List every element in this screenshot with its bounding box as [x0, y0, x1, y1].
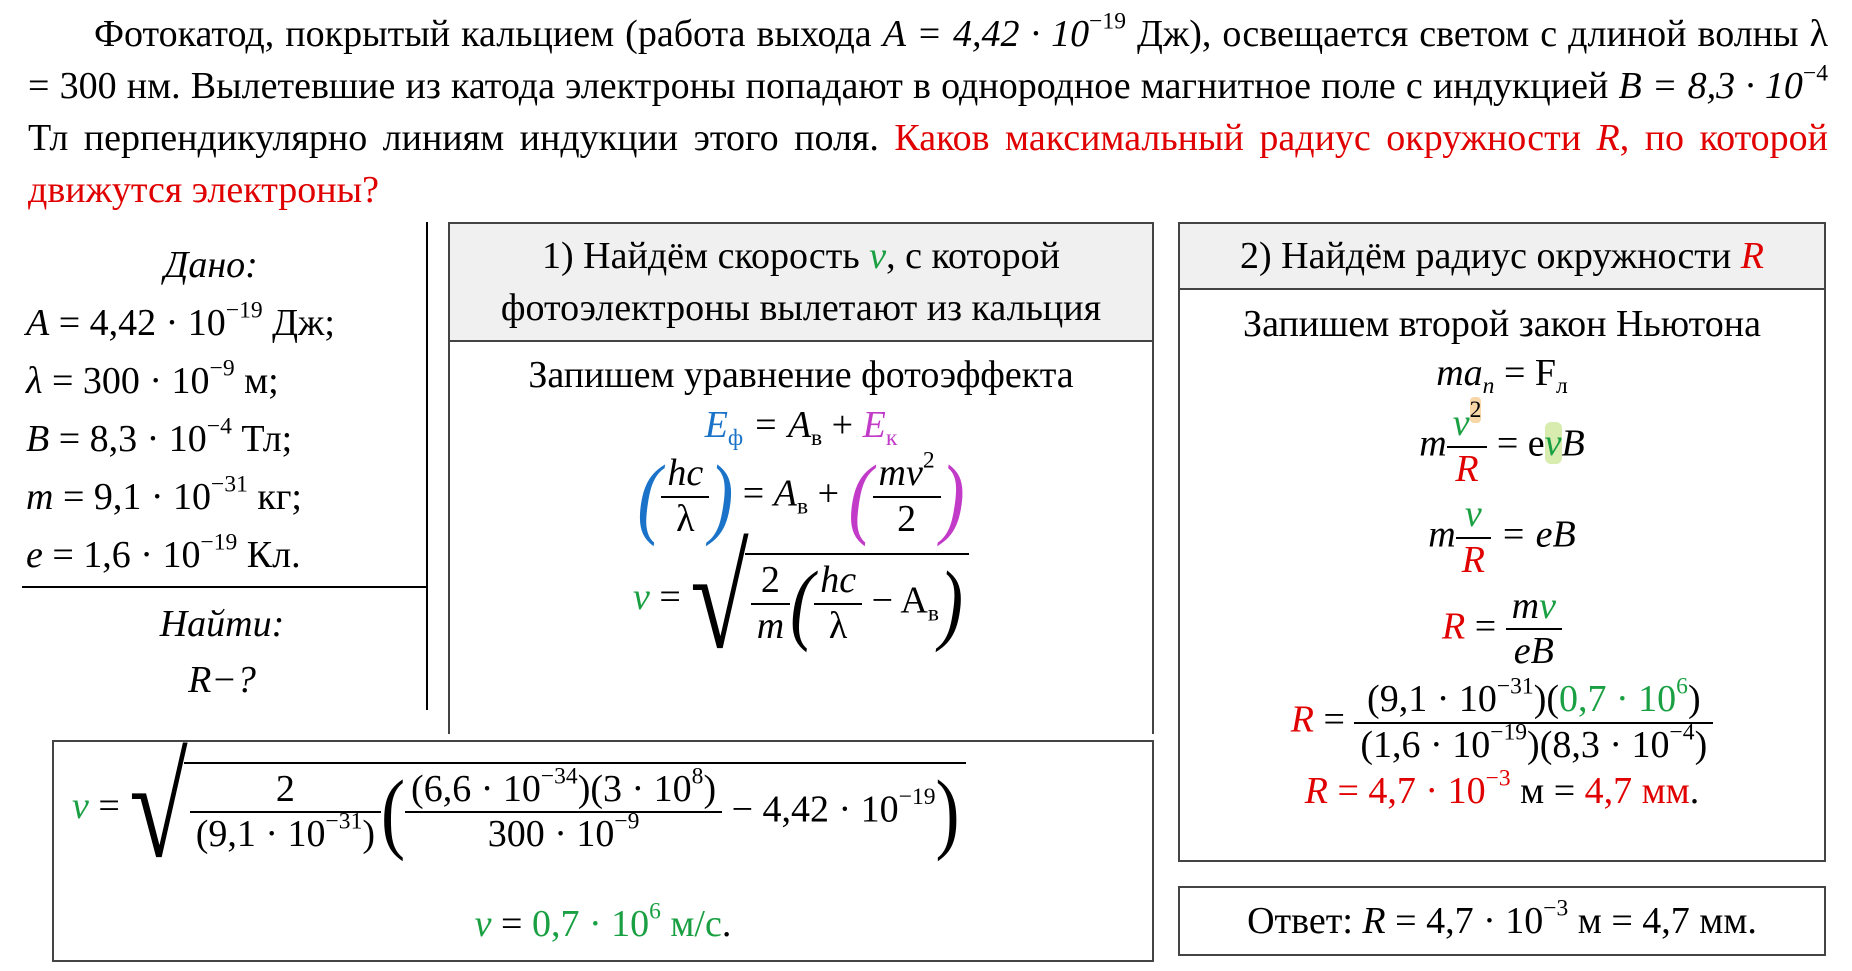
problem-statement: Фотокатод, покрытый кальцием (работа выхода $A = 4,42 \cdot 10^{-19}$ Дж), освещается светом с длиной волны λ = 300 нм. Вылетевшие из катода электроны попадают в однородное магнитное поле с индукцией $B = 8,3 \cdot 10^{-4}$ Тл перпендикулярно линиям индукции этого поля. Каков максимальный радиус окружности R, по которой движутся электроны? — [28, 8, 1829, 211]
velocity-substitution: v = √ $\frac{2}{(9,1 \cdot 10^{-31})}$ ( $\frac{(6,6 \cdot 10^{-34})(3 \cdot 10^8)}{300 \cdot 10^{-9}}$ − $4,42 \cdot 10^{-19}$) — [72, 756, 966, 862]
force-balance-1: m $\frac{v^2}{R}$ = evB — [1419, 397, 1585, 490]
find-value: R−? — [188, 659, 256, 701]
given-item: $A = 4,42 \cdot 10^{-19}$ Дж; — [26, 297, 335, 344]
step1-intro: Запишем уравнение фотоэффекта — [528, 354, 1074, 396]
velocity-calc-box — [52, 729, 1154, 962]
force-balance-2: m $\frac{v}{R}$ = eB — [1428, 493, 1576, 582]
given-block — [26, 236, 426, 584]
given-item: $m = 9,1 \cdot 10^{-31}$ кг; — [26, 471, 302, 518]
velocity-formula: v = √ $\frac{2}{m}$ ( $\frac{hc}{\lambda}$ − $A_в$) — [450, 547, 1152, 653]
given-item: $e = 1,6 \cdot 10^{-19}$ Кл. — [26, 529, 301, 576]
velocity-result: $v = 0,7 \cdot 10^6$ м/с. — [474, 898, 732, 945]
question-text: Каков максимальный радиус окружности R, по которой движутся электроны? — [28, 117, 1829, 211]
given-item: $B = 8,3 \cdot 10^{-4}$ Тл; — [26, 413, 293, 460]
step2-intro: Запишем второй закон Ньютона — [1243, 303, 1761, 345]
find-title: Найти: — [159, 603, 285, 645]
divider — [426, 222, 428, 710]
step1-header: 1) Найдём скорость v, с которой фотоэлектроны вылетают из кальция — [450, 224, 1152, 342]
divider — [22, 586, 428, 588]
answer-box: Ответ: $R = 4,7 \cdot 10^{-3}$ м = 4,7 мм. — [1178, 886, 1826, 956]
step2-box — [1178, 222, 1826, 862]
newton-law: $ma_n = F_л$ — [1436, 352, 1568, 400]
radius-substitution: R = $\frac{(9,1 \cdot 10^{-31})(0,7 \cdot 10^6)}{(1,6 \cdot 10^{-19})(8,3 \cdot 10^{-4})}$ — [1180, 678, 1824, 767]
radius-formula: R = $\frac{mv}{eB}$ — [1180, 585, 1824, 674]
radius-result: $R = 4,7 \cdot 10^{-3}$ м = 4,7 мм. — [1304, 764, 1700, 812]
step2-header: 2) Найдём радиус окружности R — [1180, 224, 1824, 290]
find-block — [22, 596, 422, 708]
given-list — [26, 294, 426, 584]
expanded-equation: ( $\frac{hc}{\lambda}$ ) = $A_в$ + ( $\frac{mv^2}{2}$ ) — [637, 446, 965, 547]
given-item: $\lambda = 300 \cdot 10^{-9}$ м; — [26, 355, 279, 402]
given-title: Дано: — [164, 244, 258, 286]
step1-box — [448, 222, 1154, 734]
photoeffect-equation: $E_ф = A_в + E_к$ — [704, 404, 898, 452]
